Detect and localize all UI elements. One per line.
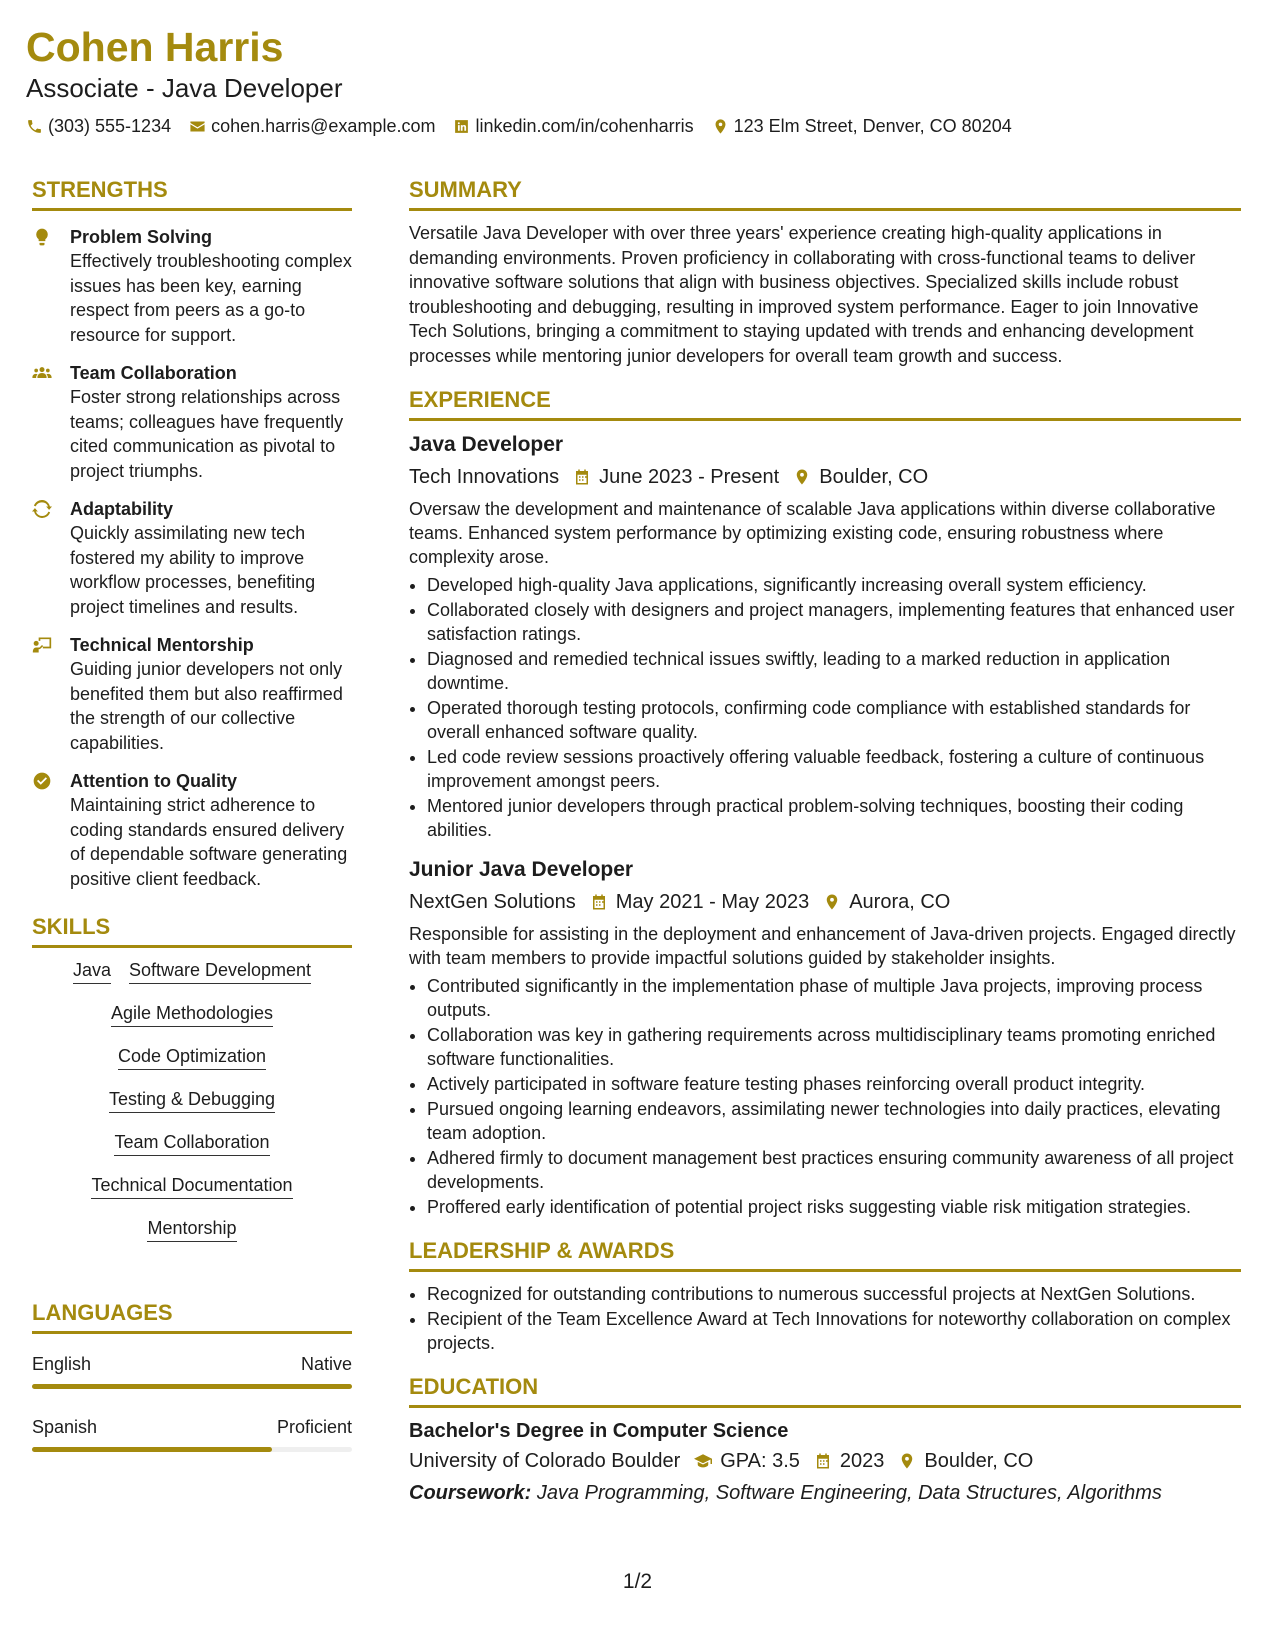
contact-bar	[26, 114, 1246, 138]
users-icon	[32, 363, 52, 383]
languages-heading: LANGUAGES	[32, 1299, 352, 1334]
education-meta	[409, 1446, 1241, 1476]
bullet-item: • Collaborated closely with designers and project managers, implementing features that enhanced user satisfaction ratings.	[427, 598, 1241, 646]
bullet-item: • Actively participated in software feature testing phases reinforcing overall product integrity.	[427, 1072, 1241, 1096]
bullet-item: • Proffered early identification of potential project risks suggesting viable risk mitigation strategies.	[427, 1195, 1241, 1219]
language-bar	[32, 1384, 352, 1389]
skill-tag: Agile Methodologies	[111, 1001, 273, 1027]
language-bar	[32, 1447, 352, 1452]
language-name: English	[32, 1354, 92, 1374]
skill-tag: Team Collaboration	[114, 1130, 269, 1156]
bullet-item: • Contributed significantly in the implementation phase of multiple Java projects, improving process outputs.	[427, 974, 1241, 1022]
job-meta	[409, 463, 1241, 491]
strength-desc: Effectively troubleshooting complex issues has been key, earning respect from peers as a go-to resource for support.	[70, 251, 352, 345]
job-description: Oversaw the development and maintenance of scalable Java applications within diverse collaborative teams. Enhanced system performance by optimizing existing code, ensuring robustness where complexity arose.	[409, 499, 1216, 567]
school-name: University of Colorado Boulder	[409, 1450, 681, 1472]
strength-item	[32, 497, 352, 619]
language-name: Spanish	[32, 1417, 98, 1437]
contact-email[interactable]	[189, 114, 435, 138]
envelope-icon	[189, 118, 206, 135]
bullet-item: • Collaboration was key in gathering requirements across multidisciplinary teams promoting enriched software functionalities.	[427, 1023, 1241, 1071]
contact-address	[712, 114, 1012, 138]
bullet-item: • Pursued ongoing learning endeavors, assimilating newer technologies into daily practices, elevating team adoption.	[427, 1097, 1241, 1145]
education-heading: EDUCATION	[409, 1373, 1241, 1408]
gpa-text: GPA: 3.5	[720, 1450, 800, 1472]
summary-text: Versatile Java Developer with over three years' experience creating high-quality applications in demanding environments. Proven proficiency in collaborating with cross-functional teams to deliver innovative software solutions that align with business objectives. Specialized skills include robust troubleshooting and debugging, resulting in improved system performance. Eager to join Innovative Tech Solutions, bringing a commitment to staying updated with trends and enhancing development processes while mentoring junior developers for overall team growth and success.	[409, 223, 1199, 366]
language-bar-fill	[32, 1384, 352, 1389]
strength-name: Attention to Quality	[70, 771, 237, 791]
strength-desc: Maintaining strict adherence to coding standards ensured delivery of dependable software generating positive client feedback.	[70, 795, 348, 889]
strength-name: Adaptability	[70, 499, 174, 519]
skills-list	[32, 958, 352, 1259]
skill-tag: Java	[73, 958, 111, 984]
bullet-item: • Mentored junior developers through practical problem-solving techniques, boosting their coding abilities.	[427, 794, 1241, 842]
leadership-heading: LEADERSHIP & AWARDS	[409, 1237, 1241, 1272]
lightbulb-icon	[32, 227, 52, 247]
bullet-item: • Adhered firmly to document management best practices ensuring community awareness of all project developments.	[427, 1146, 1241, 1194]
school-location: Boulder, CO	[924, 1450, 1034, 1472]
linkedin-icon	[453, 118, 470, 135]
sync-icon	[32, 499, 52, 519]
job-bullets	[409, 974, 1241, 1219]
strengths-heading: STRENGTHS	[32, 176, 352, 211]
job-bullets	[409, 573, 1241, 842]
experience-heading: EXPERIENCE	[409, 386, 1241, 421]
check-circle-icon	[32, 771, 52, 791]
leadership-list	[409, 1282, 1241, 1355]
degree-name: Bachelor's Degree in Computer Science	[409, 1420, 789, 1442]
contact-phone	[26, 114, 171, 138]
phone-text: (303) 555-1234	[48, 116, 172, 136]
bullet-item: • Developed high-quality Java applications, significantly increasing overall system efficiency.	[427, 573, 1241, 597]
strength-desc: Foster strong relationships across teams; colleagues have frequently cited communication as pivotal to project triumphs.	[70, 387, 344, 481]
language-level: Native	[300, 1354, 352, 1374]
calendar-icon	[814, 1452, 832, 1470]
strength-item	[32, 633, 352, 755]
strength-item	[32, 769, 352, 891]
strength-name: Problem Solving	[70, 227, 213, 247]
job-company: Tech Innovations	[409, 466, 560, 488]
strength-desc: Quickly assimilating new tech fostered my ability to improve workflow processes, benefiting project timelines and results.	[70, 523, 316, 617]
candidate-title: Associate - Java Developer	[26, 73, 343, 103]
chalkboard-teacher-icon	[32, 635, 52, 655]
strength-name: Team Collaboration	[70, 363, 237, 383]
job-entry	[409, 431, 1241, 842]
job-company: NextGen Solutions	[409, 891, 576, 913]
resume-header	[26, 22, 1246, 138]
job-dates: May 2021 - May 2023	[615, 891, 810, 913]
job-entry	[409, 856, 1241, 1219]
map-marker-icon	[793, 468, 811, 486]
skill-tag: Code Optimization	[118, 1044, 266, 1070]
strength-name: Technical Mentorship	[70, 635, 254, 655]
strength-item	[32, 361, 352, 483]
address-text: 123 Elm Street, Denver, CO 80204	[733, 116, 1012, 136]
skill-tag: Testing & Debugging	[109, 1087, 275, 1113]
strengths-list	[32, 225, 352, 891]
map-marker-icon	[712, 118, 729, 135]
candidate-name: Cohen Harris	[26, 24, 284, 70]
coursework	[409, 1478, 1241, 1508]
graduation-cap-icon	[694, 1452, 712, 1470]
bullet-item: • Led code review sessions proactively offering valuable feedback, fostering a culture of continuous improvement amongst peers.	[427, 745, 1241, 793]
bullet-item: • Diagnosed and remedied technical issues swiftly, leading to a marked reduction in application downtime.	[427, 647, 1241, 695]
linkedin-text[interactable]: linkedin.com/in/cohenharris	[475, 116, 694, 136]
skill-tag: Technical Documentation	[91, 1173, 292, 1199]
calendar-icon	[590, 893, 608, 911]
graduation-year: 2023	[839, 1450, 885, 1472]
contact-linkedin[interactable]	[453, 114, 693, 138]
summary-heading: SUMMARY	[409, 176, 1241, 211]
job-description: Responsible for assisting in the deployment and enhancement of Java-driven projects. Engaged directly with team members to provide impactful solutions guided by stakeholder insights.	[409, 924, 1236, 968]
bullet-item: • Recognized for outstanding contributions to numerous successful projects at NextGen Solutions.	[427, 1282, 1241, 1306]
job-dates: June 2023 - Present	[599, 466, 780, 488]
calendar-icon	[573, 468, 591, 486]
language-item	[32, 1415, 352, 1452]
job-location: Aurora, CO	[849, 891, 951, 913]
language-bar-fill	[32, 1447, 272, 1452]
job-title: Java Developer	[409, 433, 564, 456]
strength-desc: Guiding junior developers not only benefited them but also reaffirmed the strength of our collective capabilities.	[70, 659, 343, 753]
right-column	[409, 176, 1241, 1508]
language-item	[32, 1352, 352, 1389]
map-marker-icon	[823, 893, 841, 911]
bullet-item: • Recipient of the Team Excellence Award at Tech Innovations for noteworthy collaboration on complex projects.	[427, 1307, 1241, 1355]
education-entry	[409, 1418, 1241, 1508]
language-level: Proficient	[276, 1417, 352, 1437]
phone-icon	[26, 118, 43, 135]
job-title: Junior Java Developer	[409, 858, 634, 881]
job-meta	[409, 888, 1241, 916]
strength-item	[32, 225, 352, 347]
coursework-label: Coursework:	[409, 1482, 532, 1504]
skill-tag: Mentorship	[147, 1216, 236, 1242]
page-number: 1/2	[622, 1570, 653, 1593]
bullet-item: • Operated thorough testing protocols, confirming code compliance with established standards for overall enhanced software quality.	[427, 696, 1241, 744]
coursework-text: Java Programming, Software Engineering, Data Structures, Algorithms	[536, 1482, 1162, 1504]
job-location: Boulder, CO	[819, 466, 929, 488]
skill-tag: Software Development	[129, 958, 311, 984]
map-marker-icon	[898, 1452, 916, 1470]
left-column	[32, 176, 352, 1478]
email-text[interactable]: cohen.harris@example.com	[211, 116, 436, 136]
skills-heading: SKILLS	[32, 913, 352, 948]
